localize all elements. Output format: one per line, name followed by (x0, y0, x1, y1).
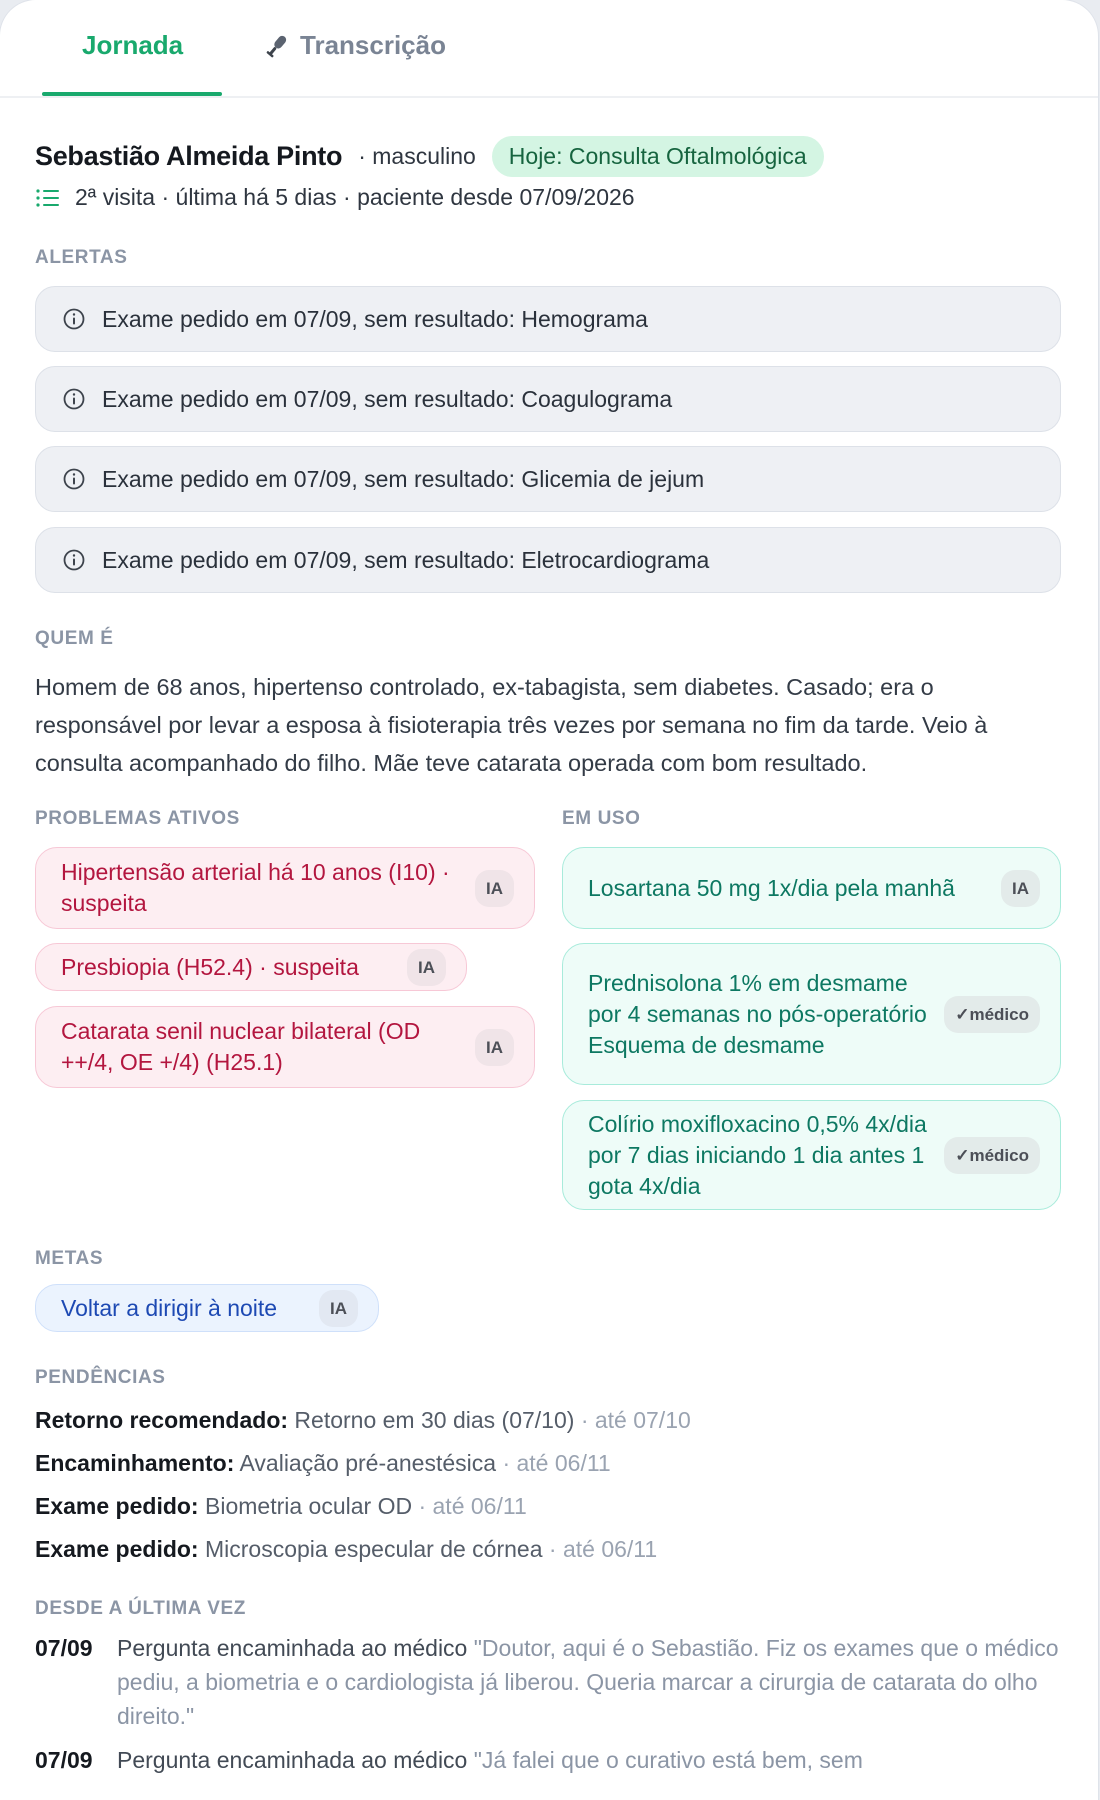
patient-summary: Homem de 68 anos, hipertenso controlado, ex-tabagista, sem diabetes. Casado; era o responsável por levar a esposa à fisioterapia três vezes por semana no fim da tarde. Veio à consulta acompanhado do filho. Mãe teve catarata operada com bom resultado. (35, 674, 988, 776)
timeline-item (35, 1743, 1065, 1777)
pending-due: · até 06/11 (502, 1450, 611, 1476)
medication-chip[interactable] (562, 847, 1061, 929)
pending-item (35, 1450, 611, 1477)
medication-text: Losartana 50 mg 1x/dia pela manhã (588, 874, 955, 901)
problem-chip[interactable] (35, 943, 467, 991)
section-label-problems: PROBLEMAS ATIVOS (35, 808, 240, 829)
pending-item (35, 1407, 691, 1434)
pending-item (35, 1536, 657, 1563)
pending-label: Exame pedido: (35, 1493, 199, 1519)
today-appointment-badge: Hoje: Consulta Oftalmológica (492, 136, 824, 177)
timeline-body (117, 1743, 1065, 1777)
alert-item[interactable] (35, 366, 1061, 432)
patient-name: Sebastião Almeida Pinto (35, 140, 343, 171)
info-icon (62, 467, 86, 491)
section-label-medications: EM USO (562, 808, 641, 829)
pending-due: · até 07/10 (580, 1407, 691, 1433)
list-icon (35, 188, 61, 208)
pending-text: Retorno em 30 dias (07/10) (294, 1407, 575, 1433)
medication-chip[interactable] (562, 943, 1061, 1085)
alert-text: Exame pedido em 07/09, sem resultado: Eletrocardiograma (102, 546, 710, 573)
timeline-date: 07/09 (35, 1635, 93, 1661)
timeline-text: Pergunta encaminhada ao médico (117, 1747, 468, 1773)
info-icon (62, 548, 86, 572)
pending-item (35, 1493, 527, 1520)
tab-transcricao[interactable] (262, 30, 446, 61)
section-label-who: QUEM É (35, 628, 114, 649)
pending-due: · até 06/11 (418, 1493, 527, 1519)
alert-text: Exame pedido em 07/09, sem resultado: Coagulograma (102, 385, 673, 412)
section-label-alerts: ALERTAS (35, 247, 128, 268)
pending-due: · até 06/11 (548, 1536, 658, 1562)
alert-text: Exame pedido em 07/09, sem resultado: Glicemia de jejum (102, 465, 705, 492)
problem-chip[interactable] (35, 1006, 535, 1088)
alert-item[interactable] (35, 446, 1061, 512)
ai-tag: IA (475, 870, 514, 907)
info-icon (62, 307, 86, 331)
tab-bar (0, 0, 1098, 98)
medication-text: Colírio moxifloxacino 0,5% 4x/dia por 7 dias iniciando 1 dia antes 1 gota 4x/dia (588, 1110, 927, 1199)
doctor-verified-tag: ✓médico (944, 996, 1040, 1033)
pending-text: Microscopia especular de córnea (205, 1536, 543, 1562)
section-label-pending: PENDÊNCIAS (35, 1367, 166, 1388)
timeline-item (35, 1631, 1065, 1733)
timeline-quote: "Doutor, aqui é o Sebastião. Fiz os exames que o médico pediu, a biometria e o cardiologista já liberou. Queria marcar a cirurgia de catarata do olho direito." (117, 1635, 1059, 1729)
goal-text: Voltar a dirigir à noite (61, 1294, 278, 1321)
problem-chip[interactable] (35, 847, 535, 929)
alert-item[interactable] (35, 286, 1061, 352)
timeline-quote: "Já falei que o curativo está bem, sem (473, 1747, 863, 1773)
visit-info-text: 2ª visita · última há 5 dias · paciente desde 07/09/2026 (75, 184, 635, 210)
pending-text: Avaliação pré-anestésica (239, 1450, 497, 1476)
goal-chip[interactable] (35, 1284, 379, 1332)
medication-text: Prednisolona 1% em desmame por 4 semanas no pós-operatório Esquema de desmame (588, 969, 927, 1058)
tab-transcricao-label: Transcrição (300, 30, 446, 60)
patient-header (35, 134, 824, 178)
medication-chip[interactable] (562, 1100, 1061, 1210)
ai-tag: IA (407, 949, 446, 986)
pending-label: Retorno recomendado: (35, 1407, 289, 1433)
pending-text: Biometria ocular OD (205, 1493, 413, 1519)
microphone-icon (262, 31, 292, 61)
pending-label: Exame pedido: (35, 1536, 199, 1562)
alert-item[interactable] (35, 527, 1061, 593)
tab-jornada[interactable]: Jornada (82, 30, 184, 60)
ai-tag: IA (319, 1290, 358, 1327)
problem-text: Catarata senil nuclear bilateral (OD ++/4, OE +/4) (H25.1) (61, 1018, 421, 1075)
problem-text: Presbiopia (H52.4) · suspeita (61, 953, 359, 980)
info-icon (62, 387, 86, 411)
alert-text: Exame pedido em 07/09, sem resultado: Hemograma (102, 305, 648, 332)
patient-gender: · masculino (358, 142, 476, 169)
doctor-verified-tag: ✓médico (944, 1137, 1040, 1174)
visit-info (35, 184, 635, 211)
section-label-since: DESDE A ÚLTIMA VEZ (35, 1598, 247, 1619)
problem-text: Hipertensão arterial há 10 anos (I10) · suspeita (61, 859, 450, 916)
timeline-text: Pergunta encaminhada ao médico (117, 1635, 468, 1661)
ai-tag: IA (1001, 870, 1040, 907)
active-tab-indicator (42, 92, 222, 96)
timeline-date: 07/09 (35, 1747, 93, 1773)
ai-tag: IA (475, 1029, 514, 1066)
section-label-goals: METAS (35, 1248, 104, 1269)
pending-label: Encaminhamento: (35, 1450, 235, 1476)
timeline-body (117, 1631, 1065, 1733)
